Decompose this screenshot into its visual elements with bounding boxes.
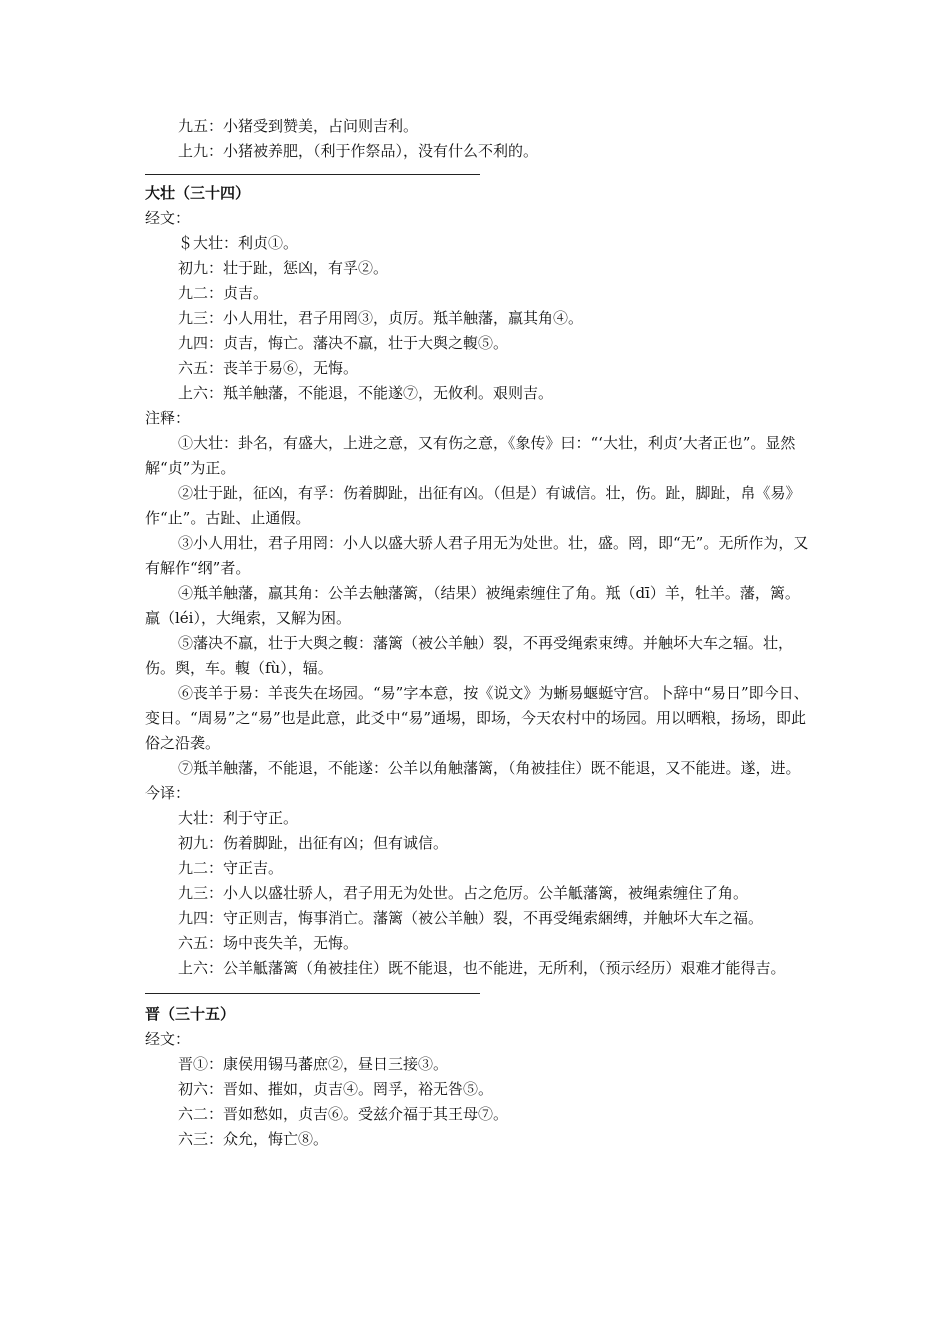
section-divider	[145, 174, 480, 175]
text-line: 九五：小猪受到赞美，占问则吉利。	[178, 117, 419, 135]
jingwen-label: 经文：	[145, 209, 191, 227]
jingwen-line: 九二：贞吉。	[178, 284, 269, 302]
jingwen-line: 上六：羝羊触藩，不能退，不能遂⑦，无攸利。艰则吉。	[178, 384, 554, 402]
jingwen-line: 六五：丧羊于易⑥，无悔。	[178, 359, 359, 377]
text-line: 上九：小猪被养肥，（利于作祭品），没有什么不利的。	[178, 142, 539, 160]
translation-line: 九四：守正则吉，悔事消亡。藩篱（被公羊触）裂，不再受绳索綑缚，并触坏大车之福。	[178, 909, 764, 927]
annotation-paragraph: ⑦羝羊触藩，不能退，不能遂：公羊以角触藩篱，（角被挂住）既不能退，又不能进。遂，进。	[178, 759, 801, 777]
jingwen-line: 晋①：康侯用锡马蕃庶②，昼日三接③。	[178, 1055, 449, 1073]
section-title-jin: 晋（三十五）	[145, 1005, 236, 1023]
annotation-paragraph: ⑤藩决不羸，壮于大舆之輹：藩篱（被公羊触）裂，不再受绳索束缚。并触坏大车之辐。壮，伤。舆，车。輹（fù），辐。	[145, 634, 794, 677]
jingwen-line: 九四：贞吉，悔亡。藩决不羸，壮于大舆之輹⑤。	[178, 334, 509, 352]
jingwen-line: 六三：众允，悔亡⑧。	[178, 1130, 329, 1148]
annotation-paragraph: ⑥丧羊于易：羊丧失在场园。“易”字本意，按《说文》为蜥易蝘蜓守宫。卜辞中“易日”即今日、变日。“周易”之“易”也是此意，此爻中“易”通埸，即场，今天农村中的场园。用以晒粮，扬场，即此俗之沿袭。	[145, 684, 809, 752]
jinyi-label: 今译：	[145, 784, 191, 802]
translation-line: 九二：守正吉。	[178, 859, 284, 877]
annotation-paragraph: ④羝羊触藩，羸其角：公羊去触藩篱，（结果）被绳索缠住了角。羝（dī）羊，牡羊。藩，篱。羸（léi），大绳索，又解为困。	[145, 584, 800, 627]
translation-line: 大壮：利于守正。	[178, 809, 299, 827]
translation-paragraph: 上六：公羊觝藩篱（角被挂住）既不能退，也不能进，无所利，（预示经历）艰难才能得吉。	[178, 959, 786, 977]
translation-line: 九三：小人以盛壮骄人，君子用无为处世。占之危厉。公羊觝藩篱，被绳索缠住了角。	[178, 884, 749, 902]
annotation-paragraph: ③小人用壮，君子用罔：小人以盛大骄人君子用无为处世。壮，盛。罔，即“无”。无所作为，又有解作“纲”者。	[145, 534, 809, 577]
document-page	[145, 114, 810, 1152]
jingwen-line: ＄大壮：利贞①。	[178, 234, 299, 252]
section-divider	[145, 993, 480, 994]
jingwen-label: 经文：	[145, 1030, 191, 1048]
translation-line: 初九：伤着脚趾，出征有凶；但有诚信。	[178, 834, 449, 852]
annotation-paragraph: ②壮于趾，征凶，有孚：伤着脚趾，出征有凶。（但是）有诚信。壮，伤。趾，脚趾，帛《易》作“止”。古趾、止通假。	[145, 484, 801, 527]
jingwen-line: 六二：晋如愁如，贞吉⑥。受兹介福于其王母⑦。	[178, 1105, 509, 1123]
jingwen-line: 九三：小人用壮，君子用罔③，贞厉。羝羊触藩，羸其角④。	[178, 309, 584, 327]
section-title-dazhuang: 大壮（三十四）	[145, 184, 251, 202]
annotation-paragraph: ①大壮：卦名，有盛大，上进之意，又有伤之意，《象传》曰：“‘大壮，利贞’大者正也”。显然解“贞”为正。	[145, 434, 796, 477]
jingwen-line: 初六：晋如、摧如，贞吉④。罔孚，裕无咎⑤。	[178, 1080, 494, 1098]
zhushi-label: 注释：	[145, 409, 191, 427]
jingwen-line: 初九：壮于趾，惩凶，有孚②。	[178, 259, 389, 277]
translation-line: 六五：场中丧失羊，无悔。	[178, 934, 359, 952]
